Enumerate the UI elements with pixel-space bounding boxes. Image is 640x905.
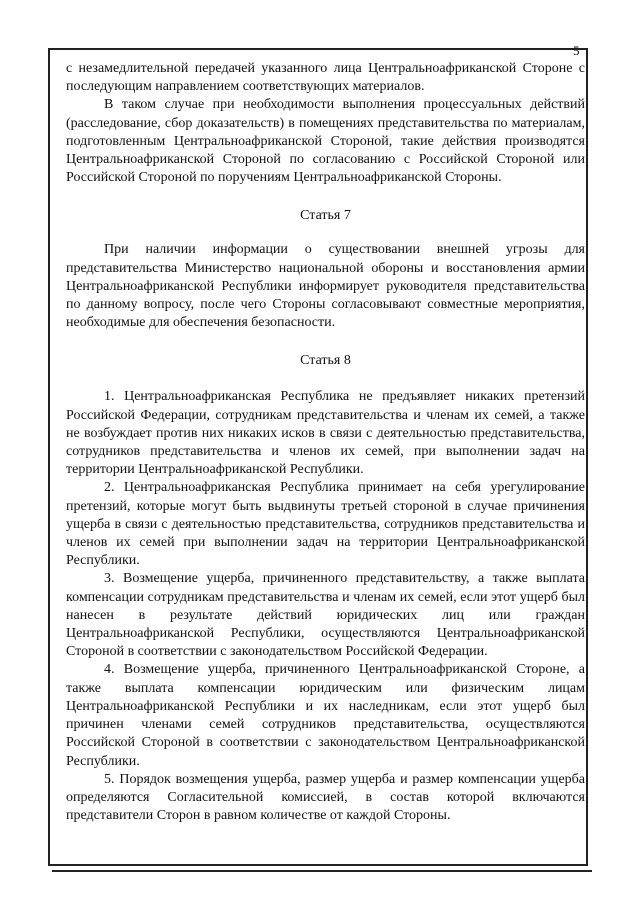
article-7-text: При наличии информации о существовании внешней угрозы для представительства Министерство национальной обороны и восстановления армии Центральноафриканской Республики информирует руководителя представительства по данному вопросу, после чего Стороны согласовывают совместные мероприятия, необходимые для обеспечения безопасности. bbox=[66, 242, 585, 331]
article-8-item-1: 1. Центральноафриканская Республика не предъявляет никаких претензий Российской Федерации, сотрудникам представительства и членам их семей, а также не возбуждает против них никаких исков в связи с деятельностью представительства, сотрудников представительства и членов их семей, при выполнении задач на территории Центральноафриканской Республики. bbox=[66, 389, 585, 478]
article-8-item-5: 5. Порядок возмещения ущерба, размер ущерба и размер компенсации ущерба определяются Согласительной комиссией, в состав которой включаются представители Сторон в равном количестве от каждой Стороны. bbox=[66, 771, 585, 824]
document-body bbox=[66, 60, 585, 825]
article-8-heading: Статья 8 bbox=[300, 353, 351, 369]
procedural-paragraph: В таком случае при необходимости выполнения процессуальных действий (расследование, сбор доказательств) в помещениях представительства по материалам, подготовленным Центральноафриканской Стороной, такие действия производятся Центральноафриканской Стороной по согласованию с Российской Стороной или Российской Стороной по поручениям Центральноафриканской Стороны. bbox=[66, 97, 585, 186]
article-8-item-2: 2. Центральноафриканская Республика принимает на себя урегулирование претензий, которые могут быть выдвинуты третьей стороной в случае причинения ущерба в связи с деятельностью представительства, сотрудников представительства и членов их семей при выполнении задач на территории Центральноафриканской Республики. bbox=[66, 480, 585, 569]
page-number: 5 bbox=[573, 43, 580, 58]
article-8-item-4: 4. Возмещение ущерба, причиненного Центральноафриканской Стороне, а также выплата компенсации юридическим или физическим лицам Центральноафриканской Республики и их наследникам, если этот ущерб был причинен членами семей сотрудников представительства, осуществляются Российской Стороной в соответствии с законодательством Центральноафриканской Республики. bbox=[66, 662, 585, 769]
article-7-heading: Статья 7 bbox=[300, 208, 351, 224]
article-8-item-3: 3. Возмещение ущерба, причиненного представительству, а также выплата компенсации сотрудникам представительства и членам их семей, если этот ущерб был нанесен в результате действий юридических лиц или граждан Центральноафриканской Республики, осуществляются Центральноафриканской Стороной в соответствии с законодательством Российской Федерации. bbox=[66, 571, 585, 660]
continuation-paragraph: с незамедлительной передачей указанного лица Центральноафриканской Стороне с последующим направлением соответствующих материалов. bbox=[66, 61, 585, 95]
page-border-shadow bbox=[52, 870, 592, 872]
